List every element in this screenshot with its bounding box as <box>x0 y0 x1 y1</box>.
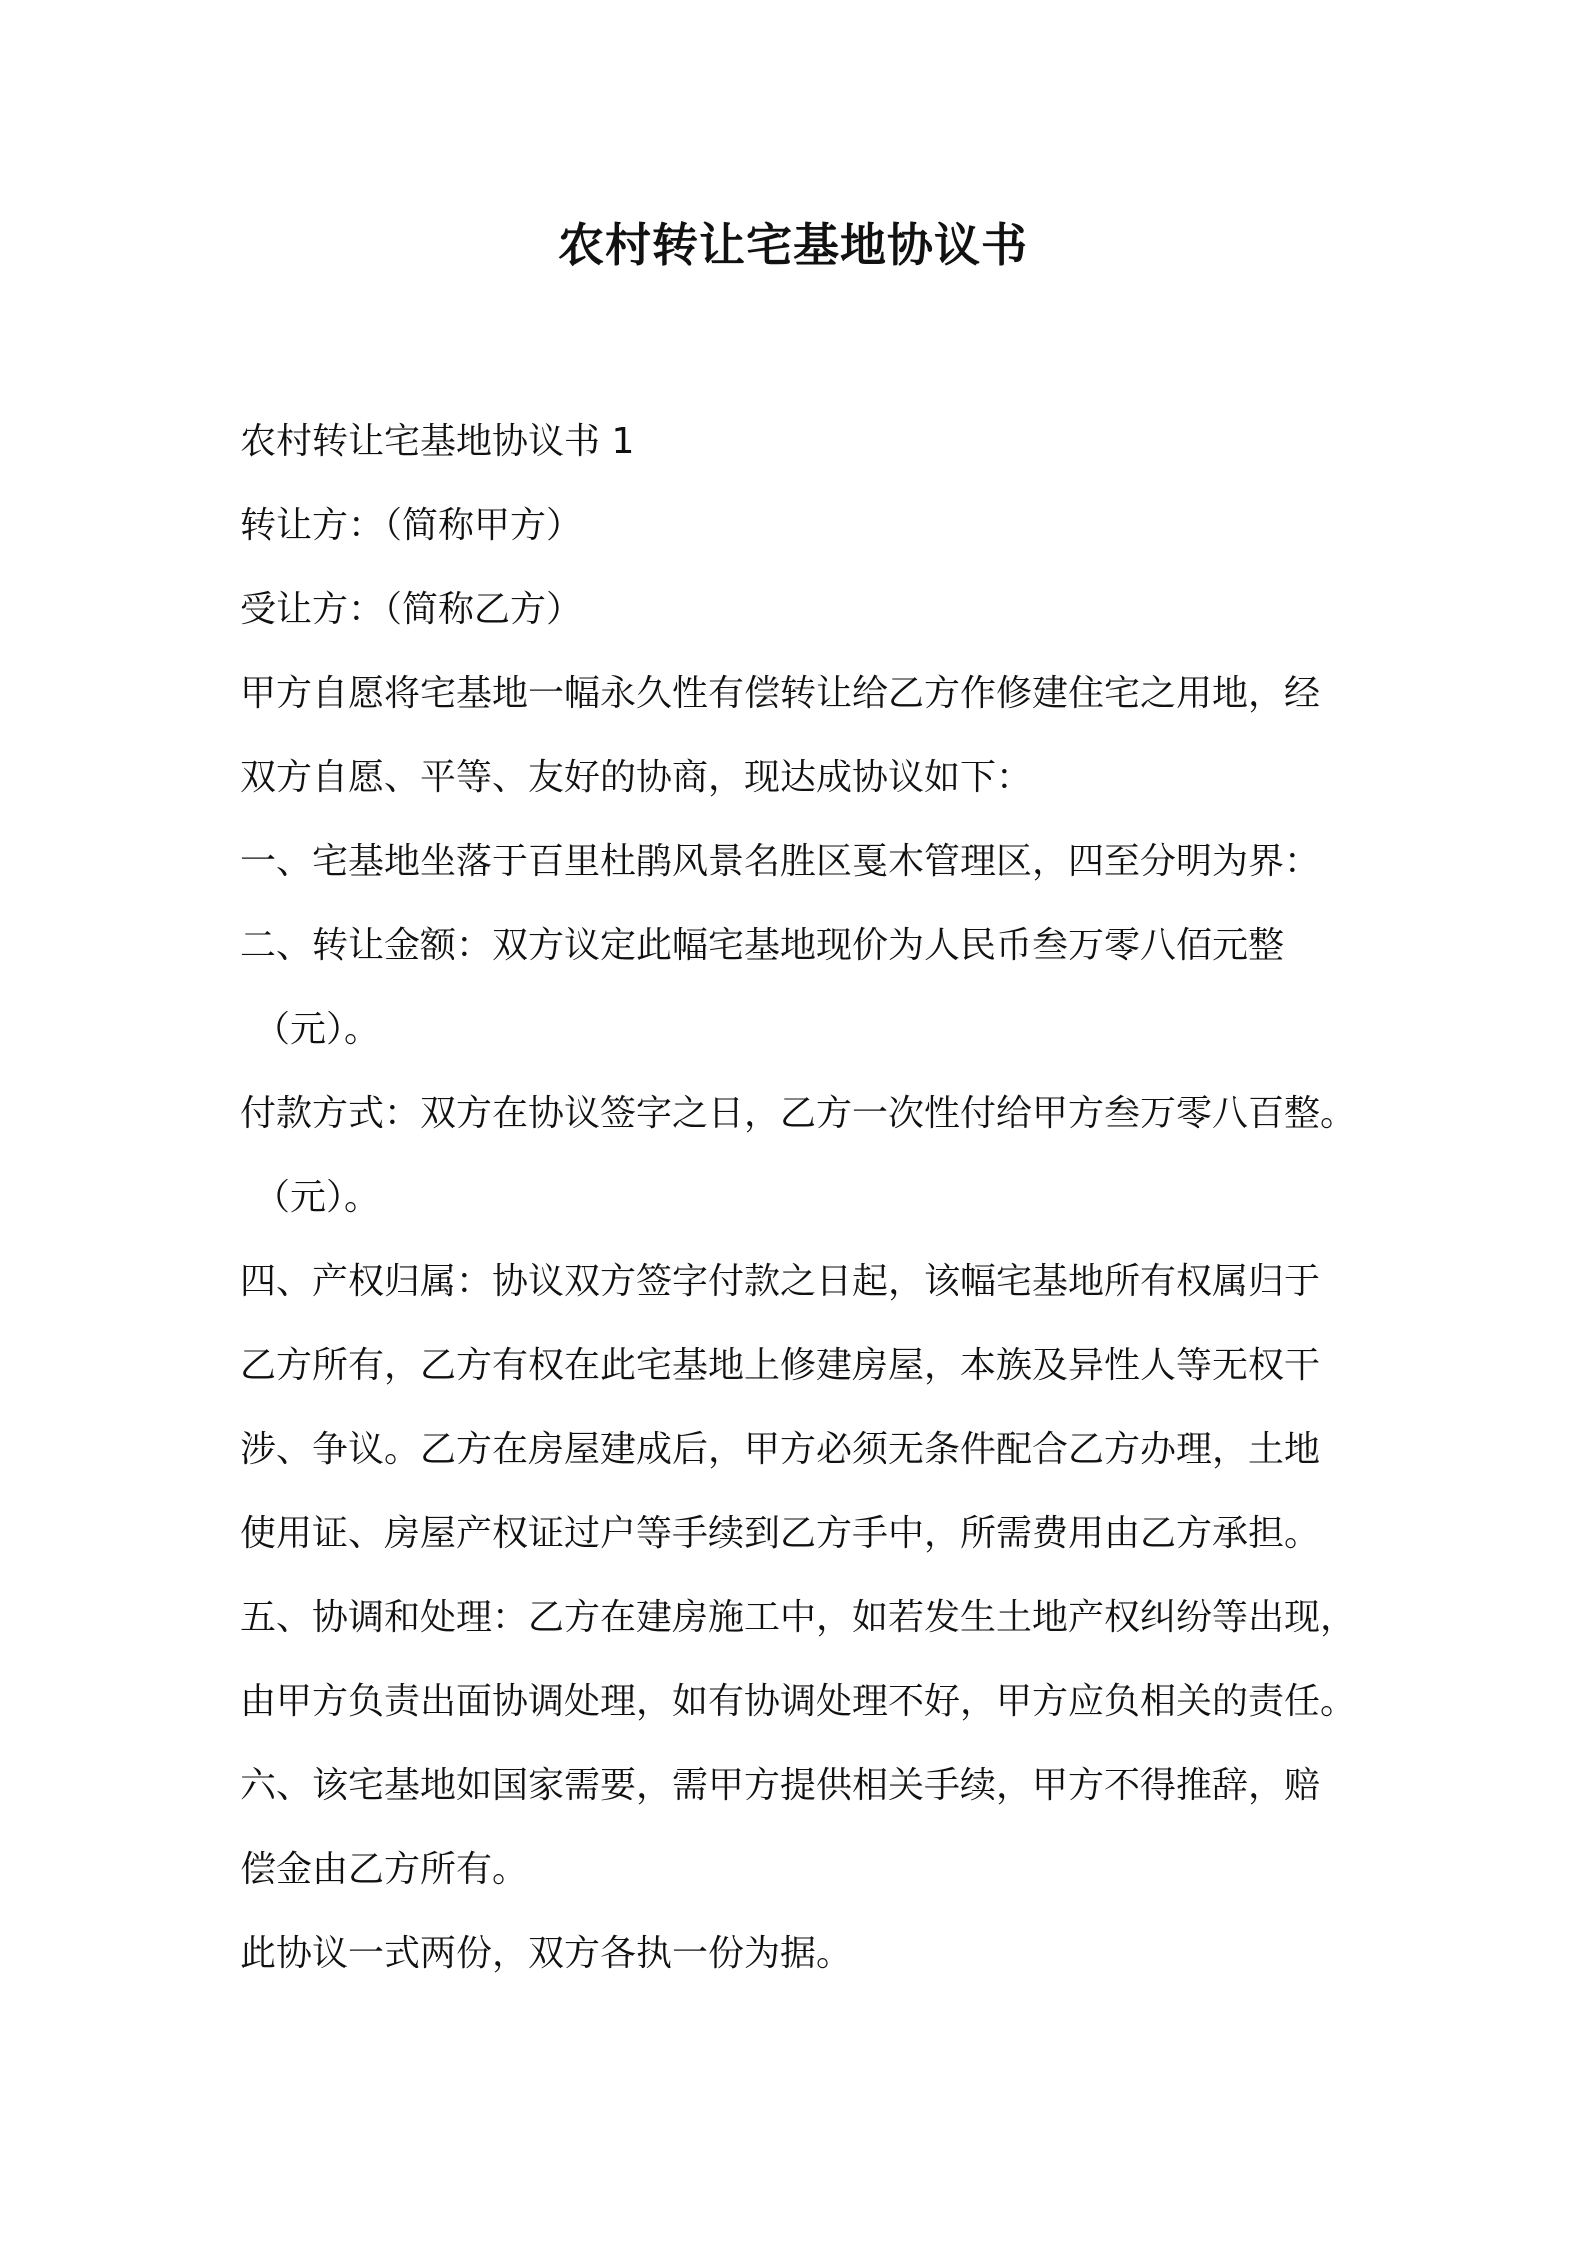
closing-line: 此协议一式两份，双方各执一份为据。 <box>240 1933 853 1974</box>
document-body <box>240 400 1360 1996</box>
clause-4-line: 使用证、房屋产权证过户等手续到乙方手中，所需费用由乙方承担。 <box>240 1513 1321 1554</box>
transferee-line: 受让方：（简称乙方） <box>240 589 583 630</box>
transferor-line: 转让方：（简称甲方） <box>240 505 583 546</box>
clause-2-line: 二、转让金额：双方议定此幅宅基地现价为人民币叁万零八佰元整 <box>240 925 1285 966</box>
clause-4-line: 四、产权归属：协议双方签字付款之日起，该幅宅基地所有权属归于 <box>240 1261 1321 1302</box>
clause-5-line: 由甲方负责出面协调处理，如有协调处理不好，甲方应负相关的责任。 <box>240 1681 1357 1722</box>
paragraph-line: 甲方自愿将宅基地一幅永久性有偿转让给乙方作修建住宅之用地，经 <box>240 673 1321 714</box>
payment-method-line: （元）。 <box>254 1177 381 1218</box>
clause-6-line: 偿金由乙方所有。 <box>240 1849 529 1890</box>
clause-4-line: 涉、争议。乙方在房屋建成后，甲方必须无条件配合乙方办理，土地 <box>240 1429 1321 1470</box>
clause-1-line: 一、宅基地坐落于百里杜鹃风景名胜区戛木管理区，四至分明为界： <box>240 841 1321 882</box>
paragraph-line: 双方自愿、平等、友好的协商，现达成协议如下： <box>240 757 1033 798</box>
clause-4-line: 乙方所有，乙方有权在此宅基地上修建房屋，本族及异性人等无权干 <box>240 1345 1321 1386</box>
payment-method-line: 付款方式：双方在协议签字之日，乙方一次性付给甲方叁万零八百整。 <box>240 1093 1357 1134</box>
document-title: 农村转让宅基地协议书 <box>558 218 1028 272</box>
section-heading: 农村转让宅基地协议书 1 <box>240 421 635 462</box>
clause-6-line: 六、该宅基地如国家需要，需甲方提供相关手续，甲方不得推辞，赔 <box>240 1765 1321 1806</box>
clause-2-line: （元）。 <box>254 1009 381 1050</box>
clause-5-line: 五、协调和处理：乙方在建房施工中，如若发生土地产权纠纷等出现， <box>240 1597 1357 1638</box>
